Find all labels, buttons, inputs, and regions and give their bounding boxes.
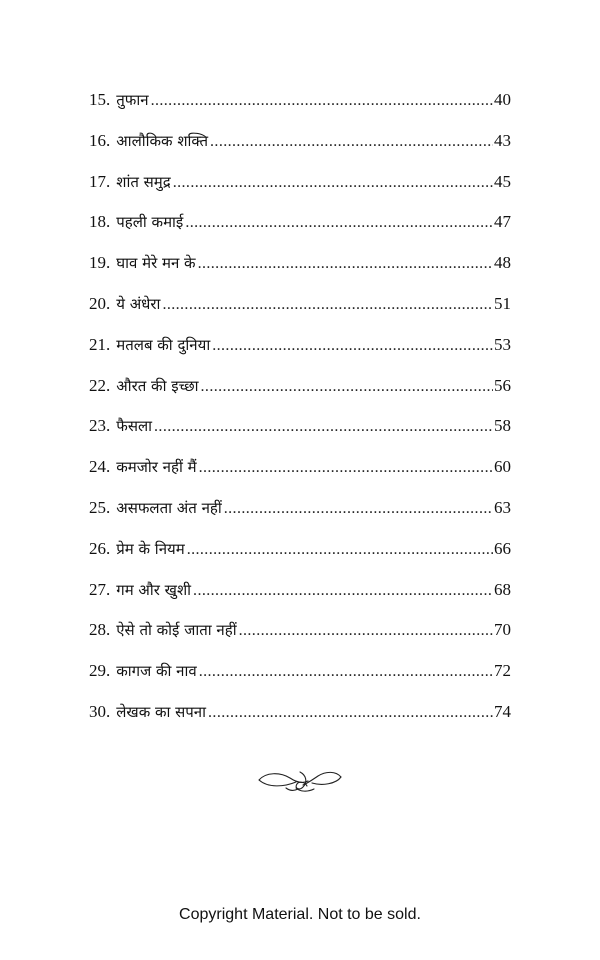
toc-number: 22. <box>89 375 111 395</box>
toc-number: 24. <box>89 457 111 477</box>
toc-entry[interactable] <box>89 251 511 292</box>
toc-title: घाव मेरे मन के <box>116 254 196 273</box>
toc-number: 21. <box>89 334 111 354</box>
toc-page-number: 53 <box>494 334 511 354</box>
toc-entry[interactable] <box>89 700 511 741</box>
toc-page-number: 63 <box>494 497 511 517</box>
toc-title: कागज की नाव <box>116 662 197 681</box>
toc-page-number: 68 <box>494 579 511 599</box>
toc-page-number: 70 <box>494 620 511 640</box>
flourish-ornament-icon <box>256 764 344 798</box>
toc-title: लेखक का सपना <box>116 702 207 721</box>
toc-page-number: 45 <box>494 171 511 191</box>
toc-title: शांत समुद्र <box>116 172 171 191</box>
toc-number: 25. <box>89 497 111 517</box>
toc-title: मतलब की दुनिया <box>116 335 211 354</box>
toc-number: 28. <box>89 620 111 640</box>
toc-entry[interactable] <box>89 414 511 455</box>
toc-page-number: 48 <box>494 253 511 273</box>
toc-entry[interactable] <box>89 618 511 659</box>
dot-leader <box>199 660 493 684</box>
toc-number: 17. <box>89 171 111 191</box>
toc-number: 16. <box>89 130 111 150</box>
toc-entry[interactable] <box>89 537 511 578</box>
toc-page-number: 56 <box>494 375 511 395</box>
toc-entry[interactable] <box>89 578 511 619</box>
dot-leader <box>187 538 493 562</box>
toc-entry[interactable] <box>89 374 511 415</box>
toc-title: प्रेम के नियम <box>116 539 185 558</box>
toc-page-number: 47 <box>494 212 511 232</box>
toc-page-number: 58 <box>494 416 511 436</box>
toc-page-number: 40 <box>494 90 511 109</box>
toc-page-number: 66 <box>494 538 511 558</box>
toc-entry[interactable] <box>89 170 511 211</box>
toc-number: 15. <box>89 90 111 109</box>
toc-entry[interactable] <box>89 292 511 333</box>
toc-entry[interactable] <box>89 496 511 537</box>
toc-entry[interactable] <box>89 659 511 700</box>
toc-page-number: 72 <box>494 661 511 681</box>
toc-number: 26. <box>89 538 111 558</box>
dot-leader <box>208 701 493 725</box>
copyright-footer: Copyright Material. Not to be sold. <box>179 906 421 923</box>
toc-page-number: 74 <box>494 701 511 721</box>
table-of-contents <box>89 88 511 741</box>
dot-leader <box>224 497 493 521</box>
toc-entry[interactable] <box>89 88 511 129</box>
toc-title: ऐसे तो कोई जाता नहीं <box>116 621 237 640</box>
dot-leader <box>193 579 493 603</box>
toc-entry[interactable] <box>89 210 511 251</box>
dot-leader <box>210 130 493 154</box>
toc-number: 20. <box>89 293 111 313</box>
toc-title: गम और खुशी <box>116 580 192 599</box>
toc-number: 29. <box>89 661 111 681</box>
dot-leader <box>201 375 493 399</box>
toc-number: 27. <box>89 579 111 599</box>
toc-title: असफलता अंत नहीं <box>116 498 222 517</box>
dot-leader <box>151 89 493 113</box>
toc-entry[interactable] <box>89 333 511 374</box>
toc-title: औरत की इच्छा <box>116 376 199 395</box>
dot-leader <box>239 619 493 643</box>
toc-page-number: 43 <box>494 130 511 150</box>
toc-page-number: 51 <box>494 293 511 313</box>
toc-title: कमजोर नहीं मैं <box>116 458 197 477</box>
toc-number: 23. <box>89 416 111 436</box>
toc-title: पहली कमाई <box>116 213 184 232</box>
toc-page-number: 60 <box>494 457 511 477</box>
toc-number: 18. <box>89 212 111 232</box>
toc-number: 30. <box>89 701 111 721</box>
toc-title: तुफान <box>116 91 149 109</box>
toc-number: 19. <box>89 253 111 273</box>
dot-leader <box>185 211 493 235</box>
dot-leader <box>154 415 493 439</box>
dot-leader <box>198 252 493 276</box>
toc-title: ये अंधेरा <box>116 294 161 313</box>
toc-title: फैसला <box>116 417 153 436</box>
dot-leader <box>199 456 493 480</box>
dot-leader <box>212 334 493 358</box>
toc-entry[interactable] <box>89 455 511 496</box>
dot-leader <box>173 171 493 195</box>
dot-leader <box>162 293 493 317</box>
toc-title: आलौकिक शक्ति <box>116 131 209 150</box>
toc-entry[interactable] <box>89 129 511 170</box>
